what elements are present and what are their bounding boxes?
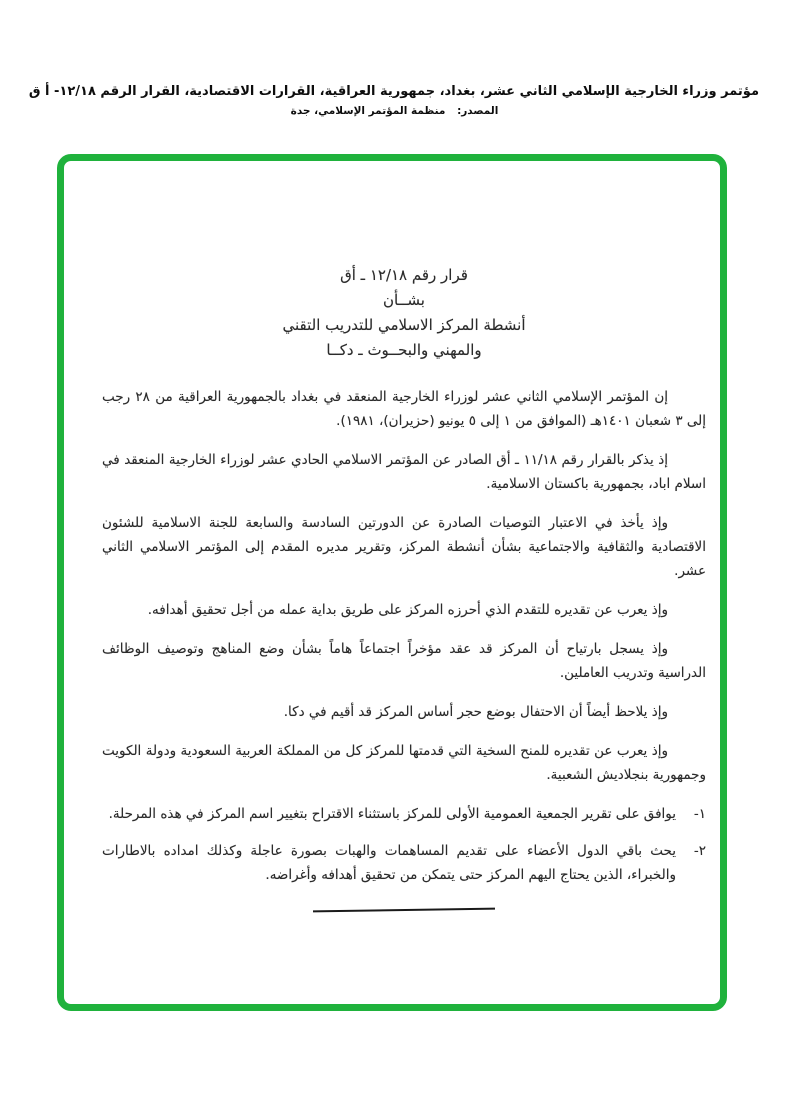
- resolution-regarding-line: بشــأن: [383, 291, 425, 309]
- paragraph: إذ يذكر بالقرار رقم ١١/١٨ ـ أق الصادر عن المؤتمر الاسلامي الحادي عشر لوزراء الخارجية المنعقد في اسلام اباد، بجمهورية باكستان الاسلامية.: [102, 452, 706, 492]
- source-label: المصدر:: [457, 105, 499, 117]
- paragraph: إن المؤتمر الإسلامي الثاني عشر لوزراء الخارجية المنعقد في بغداد بالجمهورية العراقية من ٢٨ رجب إلى ٣ شعبان ١٤٠١هـ (الموافق من ١ إلى ٥ يونيو (حزيران)، ١٩٨١).: [102, 389, 706, 429]
- resolution-number-line: قرار رقم ١٢/١٨ ـ أق: [340, 266, 468, 284]
- scanned-document-body: [64, 161, 720, 1004]
- resolution-title: [102, 263, 706, 363]
- item-number: ٢-: [693, 843, 706, 859]
- document-header: [30, 84, 759, 117]
- resolution-subject-line2: والمهني والبحــوث ـ دكــا: [326, 341, 482, 359]
- header-source: [30, 105, 759, 117]
- resolution-subject-line1: أنشطة المركز الاسلامي للتدريب التقني: [282, 316, 526, 334]
- item-number: ١-: [693, 806, 706, 822]
- source-value: منظمة المؤتمر الإسلامي، جدة: [290, 105, 446, 117]
- operative-items: [102, 802, 706, 887]
- paragraph: وإذ يأخذ في الاعتبار التوصيات الصادرة عن الدورتين السادسة والسابعة للجنة الاسلامية للشئون الاقتصادية والثقافية والاجتماعية بشأن أنشطة المركز، وتقرير مديره المقدم إلى المؤتمر الاسلامي الثاني عشر.: [102, 515, 706, 579]
- item-text: يوافق على تقرير الجمعية العمومية الأولى للمركز باستثناء الاقتراح بتغيير اسم المركز في هذه المرحلة.: [108, 806, 676, 822]
- highlight-border: [57, 154, 727, 1011]
- paragraph: وإذ يلاحظ أيضاً أن الاحتفال بوضع حجر أساس المركز قد أقيم في دكا.: [283, 704, 668, 720]
- closing-rule: [313, 908, 495, 913]
- paragraph: وإذ يسجل بارتياح أن المركز قد عقد مؤخراً اجتماعاً هاماً بشأن وضع المناهج وتوصيف الوظائف الدراسية وتدريب العاملين.: [102, 641, 706, 681]
- paragraph: وإذ يعرب عن تقديره للتقدم الذي أحرزه المركز على طريق بداية عمله من أجل تحقيق أهدافه.: [147, 602, 668, 618]
- header-citation: مؤتمر وزراء الخارجية الإسلامي الثاني عشر، بغداد، جمهورية العراقية، القرارات الاقتصادية، القرار الرقم ١٢/١٨- أ ق: [28, 84, 759, 99]
- list-item: [102, 802, 706, 826]
- item-text: يحث باقي الدول الأعضاء على تقديم المساهمات والهبات بصورة عاجلة وكذلك امداده بالاطارات والخبراء، الذين يحتاج اليهم المركز حتى يتمكن من تحقيق أهدافه وأغراضه.: [102, 843, 676, 883]
- list-item: [102, 839, 706, 887]
- paragraph: وإذ يعرب عن تقديره للمنح السخية التي قدمتها للمركز كل من المملكة العربية السعودية ودولة الكويت وجمهورية بنجلاديش الشعبية.: [102, 743, 706, 783]
